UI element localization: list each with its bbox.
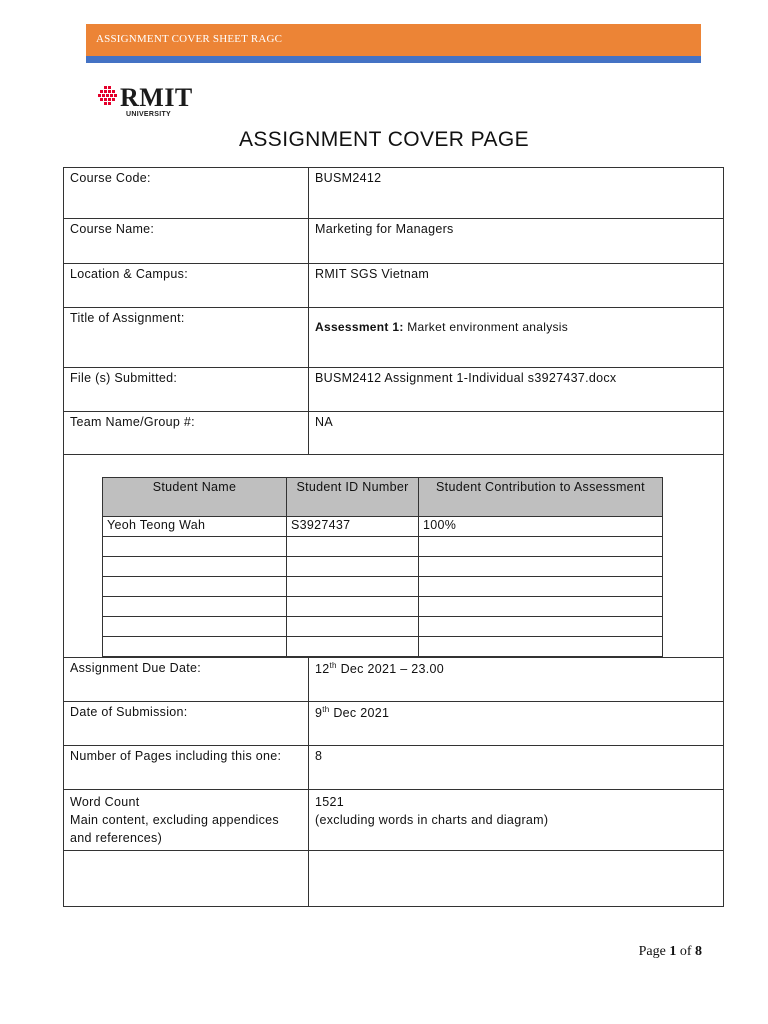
student-contribution: 100%	[419, 517, 663, 537]
col-student-id: Student ID Number	[287, 478, 419, 517]
location-value: RMIT SGS Vietnam	[309, 264, 724, 308]
total-pages: 8	[695, 944, 702, 959]
location-label: Location & Campus:	[64, 264, 309, 308]
col-student-name: Student Name	[103, 478, 287, 517]
table-row	[103, 517, 663, 537]
rmit-pixel-icon	[96, 84, 120, 108]
student-contribution	[419, 557, 663, 577]
current-page: 1	[669, 944, 677, 959]
row-pages	[64, 746, 724, 790]
word-count-value	[309, 790, 724, 851]
page-word: Page	[638, 944, 666, 959]
row-word-count	[64, 790, 724, 851]
table-row	[103, 537, 663, 557]
submission-rest: Dec 2021	[329, 706, 390, 721]
header-text: ASSIGNMENT COVER SHEET RAGC	[96, 33, 283, 45]
course-code-value: BUSM2412	[309, 168, 724, 219]
student-contribution	[419, 537, 663, 557]
word-count-title: Word Count	[70, 795, 140, 809]
assessment-number: Assessment 1:	[315, 320, 404, 334]
student-name: Yeoh Teong Wah	[103, 517, 287, 537]
student-id	[287, 617, 419, 637]
row-course-name	[64, 219, 724, 264]
student-name	[103, 557, 287, 577]
files-label: File (s) Submitted:	[64, 368, 309, 412]
word-count-note: Main content, excluding appendices and references)	[70, 813, 279, 845]
page-title: ASSIGNMENT COVER PAGE	[238, 128, 529, 151]
table-row	[103, 557, 663, 577]
row-students	[64, 455, 724, 658]
student-name	[103, 637, 287, 657]
table-row	[103, 617, 663, 637]
due-date-suffix: th	[329, 661, 337, 670]
due-date-label: Assignment Due Date:	[64, 658, 309, 702]
students-cell	[64, 455, 724, 658]
submission-date-value	[309, 702, 724, 746]
header-divider	[86, 56, 701, 63]
student-contribution	[419, 597, 663, 617]
row-course-code	[64, 168, 724, 219]
submission-suffix: th	[322, 705, 330, 714]
assignment-title-label: Title of Assignment:	[64, 308, 309, 368]
table-row	[103, 637, 663, 657]
word-count-exclusion: (excluding words in charts and diagram)	[315, 813, 549, 827]
of-word: of	[679, 944, 692, 959]
course-code-label: Course Code:	[64, 168, 309, 219]
student-contribution	[419, 577, 663, 597]
row-blank	[64, 851, 724, 907]
pages-value: 8	[309, 746, 724, 790]
assessment-title: Market environment analysis	[403, 320, 569, 334]
course-name-value: Marketing for Managers	[309, 219, 724, 264]
student-id	[287, 637, 419, 657]
student-contribution	[419, 637, 663, 657]
table-row	[103, 597, 663, 617]
word-count-label	[64, 790, 309, 851]
submission-date-label: Date of Submission:	[64, 702, 309, 746]
page-number	[639, 944, 702, 960]
due-date-value	[309, 658, 724, 702]
student-name	[103, 617, 287, 637]
due-date-day: 12	[315, 662, 330, 677]
row-files	[64, 368, 724, 412]
student-id	[287, 557, 419, 577]
student-contribution	[419, 617, 663, 637]
row-due-date	[64, 658, 724, 702]
student-id	[287, 577, 419, 597]
student-name	[103, 577, 287, 597]
row-submission-date	[64, 702, 724, 746]
pages-label: Number of Pages including this one:	[64, 746, 309, 790]
table-row	[103, 577, 663, 597]
row-assignment-title	[64, 308, 724, 368]
students-table	[102, 477, 663, 657]
word-count-number: 1521	[315, 795, 345, 809]
course-name-label: Course Name:	[64, 219, 309, 264]
files-value: BUSM2412 Assignment 1-Individual s3927437.docx	[309, 368, 724, 412]
blank-value	[309, 851, 724, 907]
col-contribution: Student Contribution to Assessment	[419, 478, 663, 517]
team-label: Team Name/Group #:	[64, 412, 309, 455]
blank-label	[64, 851, 309, 907]
student-id	[287, 537, 419, 557]
logo-wordmark: RMIT	[120, 83, 193, 112]
student-name	[103, 597, 287, 617]
team-value: NA	[309, 412, 724, 455]
assignment-title-value	[309, 308, 724, 368]
student-id: S3927437	[287, 517, 419, 537]
due-date-rest: Dec 2021 – 23.00	[336, 662, 445, 677]
header-bar	[86, 24, 701, 56]
student-name	[103, 537, 287, 557]
student-id	[287, 597, 419, 617]
logo-subtitle: UNIVERSITY	[126, 111, 172, 118]
row-team	[64, 412, 724, 455]
row-location	[64, 264, 724, 308]
cover-info-table	[63, 167, 724, 907]
submission-day: 9	[315, 706, 323, 721]
